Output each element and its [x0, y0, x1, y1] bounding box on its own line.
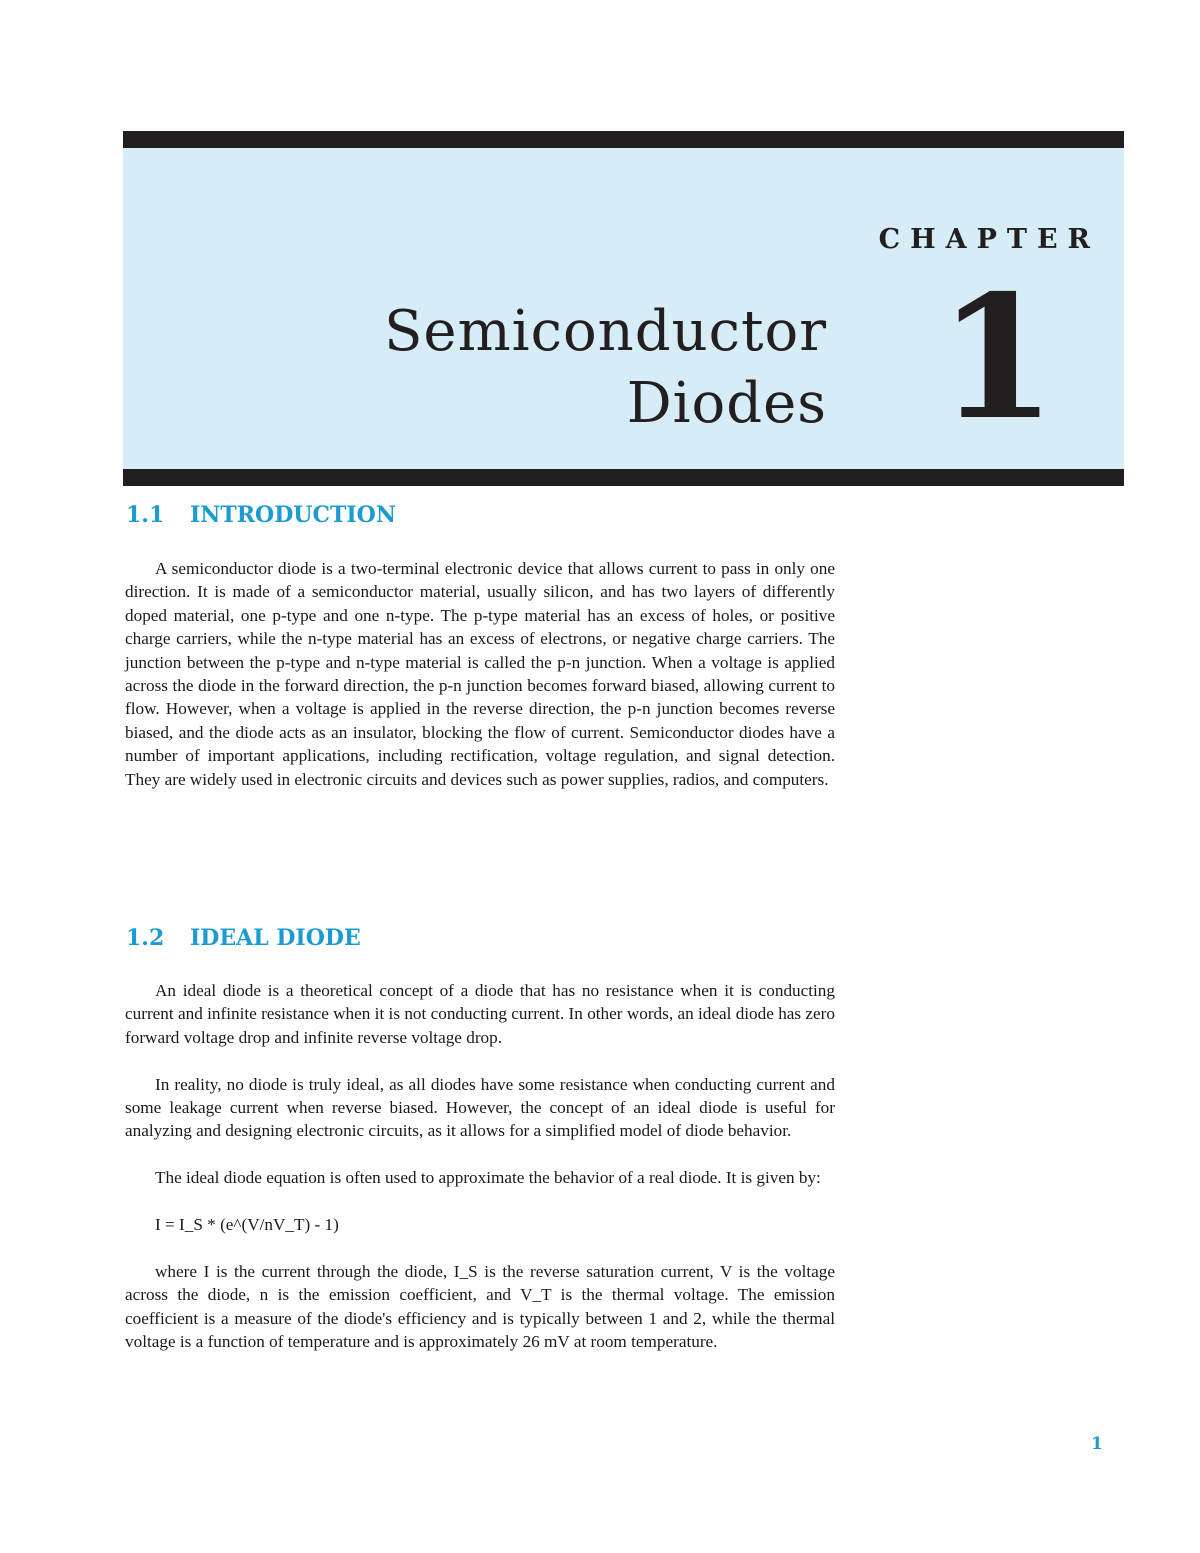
page-number: 1 — [1091, 1434, 1103, 1454]
paragraph: The ideal diode equation is often used to approximate the behavior of a real diode. It is given by: — [155, 1168, 821, 1188]
introduction-body — [125, 557, 835, 791]
chapter-number: 1 — [938, 258, 1057, 458]
chapter-banner — [123, 131, 1124, 486]
paragraph: In reality, no diode is truly ideal, as all diodes have some resistance when conducting current and some leakage current when reverse biased. However, the concept of an ideal diode is useful for analyzing and designing electronic circuits, as it allows for a simplified model of diode behavior. — [125, 1074, 835, 1141]
chapter-label: CHAPTER — [878, 224, 1100, 255]
section-heading-introduction — [126, 502, 396, 528]
section-title: IDEAL DIODE — [190, 925, 361, 951]
chapter-title — [384, 296, 827, 440]
paragraph: where I is the current through the diode, I_S is the reverse saturation current, V is the voltage across the diode, n is the emission coefficient, and V_T is the thermal voltage. The emission coefficient is a measure of the diode's efficiency and is typically between 1 and 2, while the thermal voltage is a function of temperature and is approximately 26 mV at room temperature. — [125, 1261, 835, 1352]
chapter-title-line-2: Diodes — [626, 371, 827, 436]
ideal-diode-body — [125, 979, 835, 1353]
diode-equation: I = I_S * (e^(V/nV_T) - 1) — [155, 1215, 339, 1235]
section-heading-ideal-diode — [126, 925, 361, 951]
section-number: 1.2 — [126, 925, 165, 951]
paragraph: An ideal diode is a theoretical concept of a diode that has no resistance when it is conducting current and infinite resistance when it is not conducting current. In other words, an ideal diode has zero forward voltage drop and infinite reverse voltage drop. — [125, 981, 835, 1047]
paragraph: A semiconductor diode is a two-terminal electronic device that allows current to pass in only one direction. It is made of a semiconductor material, usually silicon, and has two layers of differently doped material, one p-type and one n-type. The p-type material has an excess of holes, or positive charge carriers, while the n-type material has an excess of electrons, or negative charge carriers. The junction between the p-type and n-type material is called the p-n junction. When a voltage is applied across the diode in the forward direction, the p-n junction becomes forward biased, allowing current to flow. However, when a voltage is applied in the reverse direction, the p-n junction becomes reverse biased, and the diode acts as an insulator, blocking the flow of current. Semiconductor diodes have a number of important applications, including rectification, voltage regulation, and signal detection. They are widely used in electronic circuits and devices such as power supplies, radios, and computers. — [125, 559, 835, 789]
chapter-title-line-1: Semiconductor — [384, 299, 827, 364]
section-title: INTRODUCTION — [190, 502, 396, 528]
section-number: 1.1 — [126, 502, 165, 528]
